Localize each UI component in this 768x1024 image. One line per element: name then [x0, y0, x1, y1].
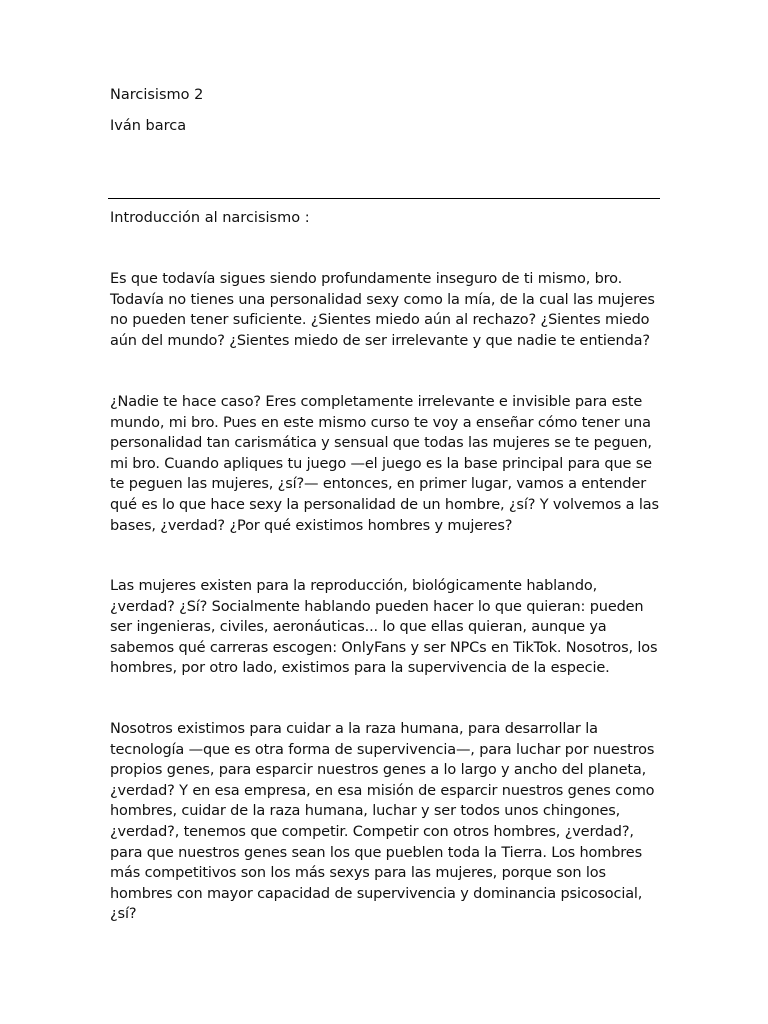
section-heading: Introducción al narcisismo : — [110, 210, 310, 226]
document-title: Narcisismo 2 — [110, 87, 204, 103]
paragraph-3: Las mujeres existen para la reproducción, biológicamente hablando, ¿verdad? ¿Sí? Socialmente hablando pueden hacer lo que quieran: pueden ser ingenieras, civiles, aeronáuticas... lo que ellas quieran, aunque ya sabemos qué carreras escogen: OnlyFans y ser NPCs en TikTok. Nosotros, los hombres, por otro lado, existimos para la supervivencia de la especie. — [110, 578, 658, 677]
horizontal-divider — [108, 198, 660, 199]
paragraph-1: Es que todavía sigues siendo profundamente inseguro de ti mismo, bro. Todavía no tienes una personalidad sexy como la mía, de la cual las mujeres no pueden tener suficiente. ¿Sientes miedo aún al rechazo? ¿Sientes miedo aún del mundo? ¿Sientes miedo de ser irrelevante y que nadie te entienda? — [110, 271, 655, 349]
paragraph-4: Nosotros existimos para cuidar a la raza humana, para desarrollar la tecnología —que es otra forma de supervivencia—, para luchar por nuestros propios genes, para esparcir nuestros genes a lo largo y ancho del planeta, ¿verdad? Y en esa empresa, en esa misión de esparcir nuestros genes como hombres, cuidar de la raza humana, luchar y ser todos unos chingones, ¿verdad?, tenemos que competir. Competir con otros hombres, ¿verdad?, para que nuestros genes sean los que pueblen toda la Tierra. Los hombres más competitivos son los más sexys para las mujeres, porque son los hombres con mayor capacidad de supervivencia y dominancia psicosocial, ¿sí? — [110, 721, 655, 923]
paragraph-2: ¿Nadie te hace caso? Eres completamente irrelevante e invisible para este mundo, mi bro. Pues en este mismo curso te voy a enseñar cómo tener una personalidad tan carismática y sensual que todas las mujeres se te peguen, mi bro. Cuando apliques tu juego —el juego es la base principal para que se te peguen las mujeres, ¿sí?— entonces, en primer lugar, vamos a entender qué es lo que hace sexy la personalidad de un hombre, ¿sí? Y volvemos a las bases, ¿verdad? ¿Por qué existimos hombres y mujeres? — [110, 394, 659, 534]
document-author: Iván barca — [110, 118, 187, 134]
